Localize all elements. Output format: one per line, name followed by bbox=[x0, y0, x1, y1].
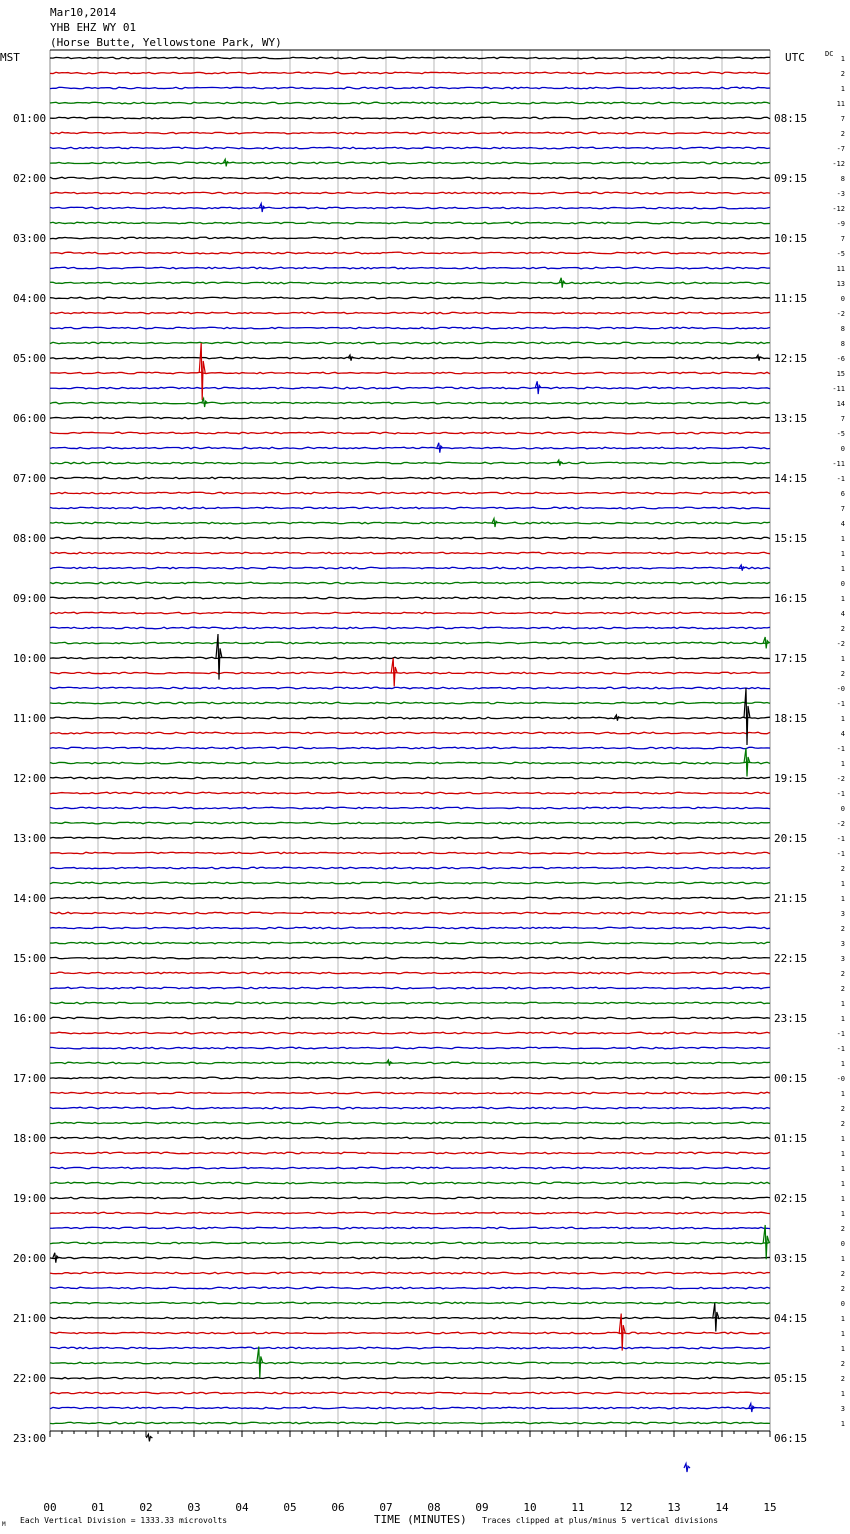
dc-offset-label: 4 bbox=[840, 520, 845, 528]
mst-hour-label: 21:00 bbox=[13, 1312, 47, 1325]
x-tick-label: 08 bbox=[427, 1501, 441, 1514]
trace-33 bbox=[50, 552, 770, 554]
trace-7 bbox=[50, 162, 770, 164]
dc-offset-label: 11 bbox=[836, 265, 845, 273]
dc-offset-label: 8 bbox=[840, 340, 845, 348]
dc-offset-label: 1 bbox=[840, 550, 845, 558]
seismic-traces bbox=[50, 57, 770, 1424]
dc-offset-label: -1 bbox=[836, 475, 845, 483]
dc-offset-label: -6 bbox=[836, 355, 845, 363]
trace-57 bbox=[50, 912, 770, 914]
trace-41 bbox=[50, 672, 770, 674]
dc-offset-label: -12 bbox=[832, 160, 845, 168]
event-spike-25 bbox=[146, 1434, 152, 1441]
trace-65 bbox=[50, 1032, 770, 1034]
trace-48 bbox=[50, 777, 770, 779]
dc-offset-label: -2 bbox=[836, 310, 845, 318]
dc-offset-label: -11 bbox=[832, 460, 845, 468]
x-tick-label: 04 bbox=[235, 1501, 249, 1514]
dc-offset-label: -7 bbox=[836, 145, 845, 153]
trace-3 bbox=[50, 102, 770, 104]
trace-19 bbox=[50, 342, 770, 344]
dc-offset-label: 8 bbox=[840, 325, 845, 333]
utc-hour-label: 00:15 bbox=[774, 1072, 808, 1085]
trace-72 bbox=[50, 1137, 770, 1139]
dc-offset-label: 3 bbox=[840, 1405, 845, 1413]
mst-hour-label: 20:00 bbox=[13, 1252, 47, 1265]
dc-offset-label: -1 bbox=[836, 850, 845, 858]
dc-offset-label: -11 bbox=[832, 385, 845, 393]
mst-hour-label: 04:00 bbox=[13, 292, 47, 305]
trace-29 bbox=[50, 492, 770, 494]
trace-9 bbox=[50, 192, 770, 194]
dc-offset-label: 1 bbox=[840, 1315, 845, 1323]
utc-hour-label: 22:15 bbox=[774, 952, 808, 965]
event-spike-20 bbox=[53, 1253, 59, 1263]
trace-25 bbox=[50, 432, 770, 434]
trace-64 bbox=[50, 1017, 770, 1019]
utc-hour-label: 18:15 bbox=[774, 712, 808, 725]
trace-18 bbox=[50, 327, 770, 329]
dc-offset-label: 2 bbox=[840, 625, 845, 633]
dc-offset-label: 2 bbox=[840, 130, 845, 138]
trace-68 bbox=[50, 1077, 770, 1079]
trace-16 bbox=[50, 297, 770, 299]
dc-offset-label: 0 bbox=[840, 1240, 845, 1248]
dc-offset-label: 1 bbox=[840, 715, 845, 723]
dc-offset-label: 1 bbox=[840, 895, 845, 903]
dc-offset-label: 2 bbox=[840, 1360, 845, 1368]
dc-offset-label: 2 bbox=[840, 70, 845, 78]
x-tick-label: 09 bbox=[475, 1501, 489, 1514]
dc-offset-label: 1 bbox=[840, 1390, 845, 1398]
mst-hour-label: 15:00 bbox=[13, 952, 47, 965]
utc-hour-label: 20:15 bbox=[774, 832, 808, 845]
dc-offset-label: -2 bbox=[836, 820, 845, 828]
trace-62 bbox=[50, 987, 770, 989]
plot-date: Mar10,2014 bbox=[50, 6, 117, 19]
utc-hour-label: 17:15 bbox=[774, 652, 808, 665]
trace-36 bbox=[50, 597, 770, 599]
x-tick-label: 11 bbox=[571, 1501, 585, 1514]
utc-hour-label: 19:15 bbox=[774, 772, 808, 785]
dc-offset-label: 7 bbox=[840, 415, 845, 423]
mst-hour-label: 14:00 bbox=[13, 892, 47, 905]
dc-offset-label: 1 bbox=[840, 565, 845, 573]
trace-34 bbox=[50, 567, 770, 569]
mst-hour-label: 22:00 bbox=[13, 1372, 47, 1385]
mst-hour-label: 23:00 bbox=[13, 1432, 47, 1445]
trace-2 bbox=[50, 87, 770, 89]
trace-60 bbox=[50, 957, 770, 959]
trace-51 bbox=[50, 822, 770, 824]
utc-hour-label: 11:15 bbox=[774, 292, 808, 305]
dc-offset-label: -1 bbox=[836, 1045, 845, 1053]
dc-offset-label: -0 bbox=[836, 685, 845, 693]
trace-47 bbox=[50, 762, 770, 764]
trace-66 bbox=[50, 1047, 770, 1049]
dc-offset-label: 0 bbox=[840, 295, 845, 303]
dc-offset-label: 2 bbox=[840, 1285, 845, 1293]
mst-hour-label: 17:00 bbox=[13, 1072, 47, 1085]
trace-61 bbox=[50, 972, 770, 974]
trace-37 bbox=[50, 612, 770, 614]
trace-17 bbox=[50, 312, 770, 314]
x-tick-label: 07 bbox=[379, 1501, 393, 1514]
trace-1 bbox=[50, 72, 770, 74]
utc-hour-labels bbox=[774, 112, 807, 1445]
x-tick-label: 12 bbox=[619, 1501, 633, 1514]
trace-31 bbox=[50, 522, 770, 524]
utc-hour-label: 23:15 bbox=[774, 1012, 808, 1025]
trace-91 bbox=[50, 1422, 770, 1424]
trace-8 bbox=[50, 177, 770, 179]
trace-79 bbox=[50, 1242, 770, 1244]
dc-offset-label: 1 bbox=[840, 1210, 845, 1218]
dc-offset-label: 1 bbox=[840, 1135, 845, 1143]
utc-hour-label: 10:15 bbox=[774, 232, 808, 245]
x-tick-label: 15 bbox=[763, 1501, 777, 1514]
dc-offset-label: 2 bbox=[840, 1375, 845, 1383]
trace-4 bbox=[50, 117, 770, 119]
dc-offset-label: -1 bbox=[836, 745, 845, 753]
trace-53 bbox=[50, 852, 770, 854]
dc-offset-label: 3 bbox=[840, 910, 845, 918]
dc-offset-label: 2 bbox=[840, 865, 845, 873]
x-tick-label: 10 bbox=[523, 1501, 537, 1514]
dc-offset-label: -1 bbox=[836, 700, 845, 708]
mst-hour-label: 05:00 bbox=[13, 352, 47, 365]
mst-hour-label: 12:00 bbox=[13, 772, 47, 785]
dc-offset-label: 1 bbox=[840, 85, 845, 93]
dc-offset-label: -3 bbox=[836, 190, 845, 198]
trace-78 bbox=[50, 1227, 770, 1229]
left-timezone-label: MST bbox=[0, 51, 20, 64]
trace-70 bbox=[50, 1107, 770, 1109]
trace-30 bbox=[50, 507, 770, 509]
trace-5 bbox=[50, 132, 770, 134]
trace-42 bbox=[50, 687, 770, 689]
dc-offset-label: 1 bbox=[840, 535, 845, 543]
mst-hour-label: 08:00 bbox=[13, 532, 47, 545]
x-axis bbox=[43, 1431, 776, 1514]
dc-offset-label: 1 bbox=[840, 1195, 845, 1203]
trace-74 bbox=[50, 1167, 770, 1169]
trace-75 bbox=[50, 1182, 770, 1184]
x-tick-label: 13 bbox=[667, 1501, 681, 1514]
trace-81 bbox=[50, 1272, 770, 1274]
mst-hour-label: 19:00 bbox=[13, 1192, 47, 1205]
x-tick-label: 03 bbox=[187, 1501, 201, 1514]
trace-44 bbox=[50, 717, 770, 719]
seismic-events bbox=[53, 159, 769, 1472]
dc-offset-label: 1 bbox=[840, 1015, 845, 1023]
trace-43 bbox=[50, 702, 770, 704]
trace-87 bbox=[50, 1362, 770, 1364]
utc-hour-label: 12:15 bbox=[774, 352, 808, 365]
dc-offset-label: 2 bbox=[840, 1225, 845, 1233]
trace-63 bbox=[50, 1002, 770, 1004]
dc-offset-label: 1 bbox=[840, 1345, 845, 1353]
dc-offset-label: -1 bbox=[836, 790, 845, 798]
trace-83 bbox=[50, 1302, 770, 1304]
trace-76 bbox=[50, 1197, 770, 1199]
utc-hour-label: 15:15 bbox=[774, 532, 808, 545]
x-tick-label: 02 bbox=[139, 1501, 153, 1514]
trace-56 bbox=[50, 897, 770, 899]
utc-hour-label: 13:15 bbox=[774, 412, 808, 425]
trace-26 bbox=[50, 447, 770, 449]
mst-hour-label: 10:00 bbox=[13, 652, 47, 665]
trace-15 bbox=[50, 282, 770, 284]
mst-hour-label: 02:00 bbox=[13, 172, 47, 185]
mst-hour-label: 07:00 bbox=[13, 472, 47, 485]
dc-offset-label: 1 bbox=[840, 760, 845, 768]
trace-13 bbox=[50, 252, 770, 254]
dc-offset-label: 1 bbox=[840, 1000, 845, 1008]
trace-23 bbox=[50, 402, 770, 404]
mst-hour-label: 01:00 bbox=[13, 112, 47, 125]
trace-45 bbox=[50, 732, 770, 734]
mst-hour-label: 09:00 bbox=[13, 592, 47, 605]
dc-offset-label: 1 bbox=[840, 1150, 845, 1158]
utc-hour-label: 08:15 bbox=[774, 112, 808, 125]
dc-offset-label: 7 bbox=[840, 235, 845, 243]
trace-27 bbox=[50, 462, 770, 464]
trace-77 bbox=[50, 1212, 770, 1214]
trace-22 bbox=[50, 387, 770, 389]
trace-86 bbox=[50, 1347, 770, 1349]
trace-89 bbox=[50, 1392, 770, 1394]
event-spike-26 bbox=[684, 1464, 690, 1473]
dc-offset-label: -5 bbox=[836, 250, 845, 258]
minute-gridlines bbox=[50, 50, 770, 1431]
utc-hour-label: 02:15 bbox=[774, 1192, 808, 1205]
mst-hour-labels bbox=[13, 112, 46, 1445]
dc-offset-label: 2 bbox=[840, 970, 845, 978]
event-spike-15 bbox=[744, 688, 750, 745]
event-spike-21 bbox=[713, 1303, 719, 1332]
dc-offset-label: 2 bbox=[840, 925, 845, 933]
dc-offset-label: 1 bbox=[840, 1420, 845, 1428]
dc-offset-label: -1 bbox=[836, 1030, 845, 1038]
trace-0 bbox=[50, 57, 770, 59]
trace-59 bbox=[50, 942, 770, 944]
corner-mark: M bbox=[2, 1521, 6, 1528]
trace-38 bbox=[50, 627, 770, 629]
station-location: (Horse Butte, Yellowstone Park, WY) bbox=[50, 36, 282, 49]
trace-54 bbox=[50, 867, 770, 869]
dc-offset-label: 0 bbox=[840, 805, 845, 813]
dc-offset-label: 7 bbox=[840, 115, 845, 123]
dc-offset-label: -12 bbox=[832, 205, 845, 213]
trace-12 bbox=[50, 237, 770, 239]
x-tick-label: 05 bbox=[283, 1501, 297, 1514]
trace-52 bbox=[50, 837, 770, 839]
dc-offset-label: -2 bbox=[836, 640, 845, 648]
utc-hour-label: 09:15 bbox=[774, 172, 808, 185]
dc-offset-label: 4 bbox=[840, 730, 845, 738]
mst-hour-label: 13:00 bbox=[13, 832, 47, 845]
dc-offset-label: 6 bbox=[840, 490, 845, 498]
x-tick-label: 01 bbox=[91, 1501, 105, 1514]
utc-hour-label: 04:15 bbox=[774, 1312, 808, 1325]
event-spike-8 bbox=[437, 443, 443, 453]
trace-11 bbox=[50, 222, 770, 224]
dc-offset-label: -2 bbox=[836, 775, 845, 783]
dc-offset-label: 13 bbox=[836, 280, 845, 288]
trace-67 bbox=[50, 1062, 770, 1064]
station-name: YHB EHZ WY 01 bbox=[50, 21, 137, 34]
dc-offset-label: 1 bbox=[840, 1165, 845, 1173]
utc-hour-label: 03:15 bbox=[774, 1252, 808, 1265]
dc-offset-label: -1 bbox=[836, 835, 845, 843]
dc-offset-label: 1 bbox=[840, 655, 845, 663]
dc-offset-label: 4 bbox=[840, 610, 845, 618]
x-axis-title: TIME (MINUTES) bbox=[374, 1513, 467, 1526]
dc-offset-label: 2 bbox=[840, 670, 845, 678]
event-spike-5 bbox=[199, 343, 205, 400]
dc-offset-label: 3 bbox=[840, 940, 845, 948]
trace-82 bbox=[50, 1287, 770, 1289]
trace-6 bbox=[50, 147, 770, 149]
trace-24 bbox=[50, 417, 770, 419]
trace-80 bbox=[50, 1257, 770, 1259]
dc-offset-label: 2 bbox=[840, 1270, 845, 1278]
trace-20 bbox=[50, 357, 770, 359]
trace-32 bbox=[50, 537, 770, 539]
utc-hour-label: 16:15 bbox=[774, 592, 808, 605]
trace-35 bbox=[50, 582, 770, 584]
trace-69 bbox=[50, 1092, 770, 1094]
dc-offset-label: 0 bbox=[840, 445, 845, 453]
dc-offset-label: 1 bbox=[840, 1330, 845, 1338]
dc-offset-label: -0 bbox=[836, 1075, 845, 1083]
dc-offset-label: 1 bbox=[840, 55, 845, 63]
trace-85 bbox=[50, 1332, 770, 1334]
vertical-division-note: Each Vertical Division = 1333.33 microvolts bbox=[20, 1516, 228, 1525]
dc-offset-label: 7 bbox=[840, 505, 845, 513]
utc-hour-label: 06:15 bbox=[774, 1432, 808, 1445]
dc-offset-label: 0 bbox=[840, 580, 845, 588]
utc-hour-label: 01:15 bbox=[774, 1132, 808, 1145]
utc-hour-label: 05:15 bbox=[774, 1372, 808, 1385]
trace-46 bbox=[50, 747, 770, 749]
dc-offset-label: 1 bbox=[840, 1060, 845, 1068]
clipping-note: Traces clipped at plus/minus 5 vertical divisions bbox=[482, 1516, 719, 1525]
dc-offset-label: -9 bbox=[836, 220, 845, 228]
right-timezone-label: UTC bbox=[785, 51, 805, 64]
trace-39 bbox=[50, 642, 770, 644]
mst-hour-label: 06:00 bbox=[13, 412, 47, 425]
dc-offset-label: 1 bbox=[840, 1180, 845, 1188]
trace-50 bbox=[50, 807, 770, 809]
mst-hour-label: 03:00 bbox=[13, 232, 47, 245]
x-tick-label: 14 bbox=[715, 1501, 729, 1514]
trace-90 bbox=[50, 1407, 770, 1409]
dc-offset-label: 2 bbox=[840, 1120, 845, 1128]
trace-71 bbox=[50, 1122, 770, 1124]
trace-10 bbox=[50, 207, 770, 209]
utc-hour-label: 21:15 bbox=[774, 892, 808, 905]
dc-offset-label: 1 bbox=[840, 880, 845, 888]
dc-offset-label: 2 bbox=[840, 1105, 845, 1113]
trace-28 bbox=[50, 477, 770, 479]
trace-14 bbox=[50, 267, 770, 269]
x-tick-label: 06 bbox=[331, 1501, 345, 1514]
utc-hour-label: 14:15 bbox=[774, 472, 808, 485]
mst-hour-label: 18:00 bbox=[13, 1132, 47, 1145]
dc-offset-label: 1 bbox=[840, 1255, 845, 1263]
dc-offset-label: 1 bbox=[840, 1090, 845, 1098]
dc-offset-label: 2 bbox=[840, 985, 845, 993]
dc-offset-label: 8 bbox=[840, 175, 845, 183]
trace-88 bbox=[50, 1377, 770, 1379]
trace-73 bbox=[50, 1152, 770, 1154]
dc-offset-label: -5 bbox=[836, 430, 845, 438]
trace-40 bbox=[50, 657, 770, 659]
dc-offset-labels bbox=[832, 55, 845, 1428]
trace-84 bbox=[50, 1317, 770, 1319]
trace-58 bbox=[50, 927, 770, 929]
mst-hour-label: 11:00 bbox=[13, 712, 47, 725]
dc-column-label: DC bbox=[825, 50, 834, 58]
trace-49 bbox=[50, 792, 770, 794]
dc-offset-label: 0 bbox=[840, 1300, 845, 1308]
x-tick-label: 00 bbox=[43, 1501, 57, 1514]
trace-21 bbox=[50, 372, 770, 374]
dc-offset-label: 15 bbox=[836, 370, 845, 378]
trace-55 bbox=[50, 882, 770, 884]
mst-hour-label: 16:00 bbox=[13, 1012, 47, 1025]
dc-offset-label: 3 bbox=[840, 955, 845, 963]
dc-offset-label: 11 bbox=[836, 100, 845, 108]
dc-offset-label: 14 bbox=[836, 400, 845, 408]
dc-offset-label: 1 bbox=[840, 595, 845, 603]
event-spike-19 bbox=[763, 1225, 769, 1259]
